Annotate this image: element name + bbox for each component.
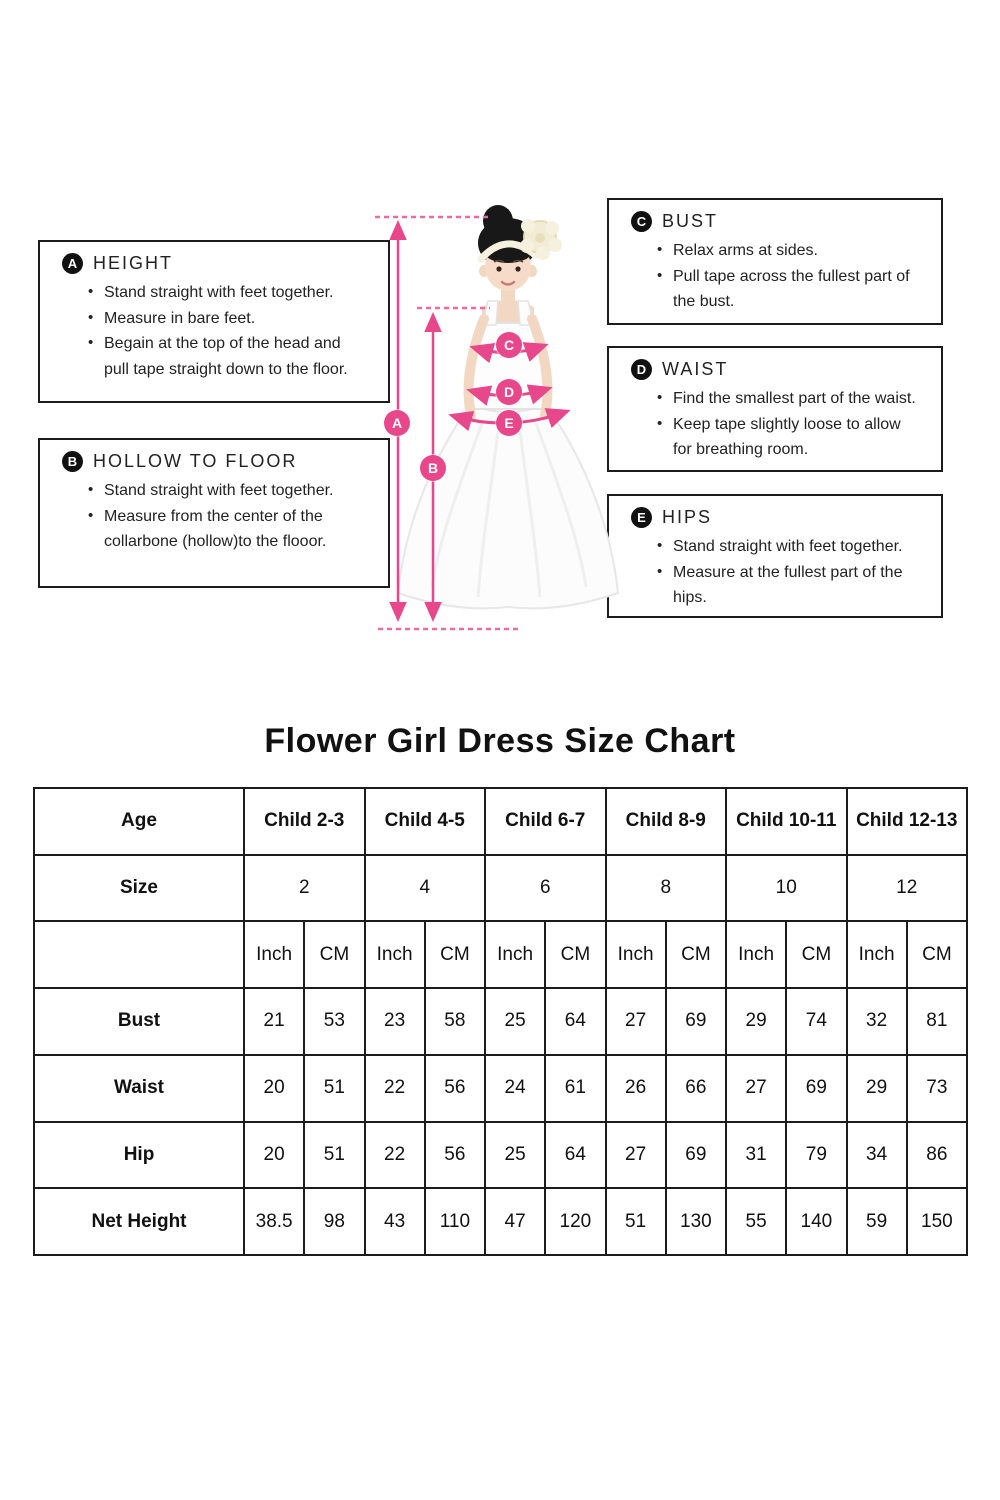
table-cell: CM [666,921,726,988]
table-cell: 23 [365,988,425,1055]
table-cell [34,921,244,988]
table-cell: 59 [847,1188,907,1255]
table-cell: Child 10-11 [726,788,847,855]
table-cell: Inch [365,921,425,988]
table-row [34,788,967,855]
table-cell: CM [425,921,485,988]
instruction-bullet-list [62,280,368,382]
table-cell: 20 [244,1055,304,1122]
measurement-marker-a: A [384,410,410,436]
table-cell: Net Height [34,1188,244,1255]
table-cell: Inch [244,921,304,988]
instruction-title-waist: WAIST [662,359,729,379]
table-row [34,1188,967,1255]
table-cell: 64 [545,988,605,1055]
table-cell: 24 [485,1055,545,1122]
table-cell: 69 [666,1122,726,1189]
table-cell: Age [34,788,244,855]
table-cell: Size [34,855,244,922]
instruction-bullet: • Stand straight with feet together. [86,280,368,306]
instruction-box-header [62,451,368,472]
table-cell: 22 [365,1122,425,1189]
table-cell: 51 [606,1188,666,1255]
letter-badge-a: A [62,253,83,274]
instruction-bullet: • Measure in bare feet. [86,306,368,332]
table-row [34,921,967,988]
table-cell: Waist [34,1055,244,1122]
table-cell: 29 [726,988,786,1055]
table-cell: Child 2-3 [244,788,365,855]
instruction-box-hollow-to-floor [38,438,390,588]
table-row [34,855,967,922]
table-cell: 27 [726,1055,786,1122]
letter-badge-d: D [631,359,652,380]
letter-badge-e: E [631,507,652,528]
instruction-box-waist [607,346,943,472]
table-cell: 2 [244,855,365,922]
instruction-bullet-list [631,238,921,315]
instruction-box-header [631,507,921,528]
table-row [34,1055,967,1122]
instruction-bullet: • Keep tape slightly loose to allow for breathing room. [655,412,921,463]
table-cell: 22 [365,1055,425,1122]
table-cell: Child 8-9 [606,788,727,855]
girl-body [398,205,618,608]
measurement-marker-b: B [420,455,446,481]
table-cell: 110 [425,1188,485,1255]
table-cell: 150 [907,1188,967,1255]
table-cell: 25 [485,1122,545,1189]
table-cell: 69 [786,1055,846,1122]
instruction-title-hips: HIPS [662,507,713,527]
table-cell: 10 [726,855,847,922]
table-cell: 58 [425,988,485,1055]
table-cell: 98 [304,1188,364,1255]
instruction-box-header [631,211,921,232]
instruction-bullet: • Relax arms at sides. [655,238,921,264]
table-cell: 8 [606,855,727,922]
table-cell: Child 4-5 [365,788,486,855]
table-cell: 140 [786,1188,846,1255]
instruction-box-header [62,253,368,274]
page-title: Flower Girl Dress Size Chart [264,722,736,760]
instruction-title-bust: BUST [662,211,719,231]
table-cell: Child 6-7 [485,788,606,855]
table-cell: 79 [786,1122,846,1189]
measurement-marker-c: C [496,332,522,358]
table-cell: Bust [34,988,244,1055]
table-cell: 27 [606,988,666,1055]
instruction-bullet: • Measure from the center of the collarbone (hollow)to the flooor. [86,504,368,555]
table-cell: 64 [545,1122,605,1189]
table-cell: 51 [304,1122,364,1189]
table-cell: CM [545,921,605,988]
instruction-box-height [38,240,390,403]
instruction-bullet: • Measure at the fullest part of the hips. [655,560,921,611]
table-cell: 27 [606,1122,666,1189]
table-cell: 25 [485,988,545,1055]
table-cell: 32 [847,988,907,1055]
table-cell: 81 [907,988,967,1055]
table-cell: 38.5 [244,1188,304,1255]
table-cell: 73 [907,1055,967,1122]
table-cell: Hip [34,1122,244,1189]
table-cell: Inch [485,921,545,988]
instruction-bullet: • Stand straight with feet together. [655,534,921,560]
table-cell: 4 [365,855,486,922]
table-cell: 120 [545,1188,605,1255]
table-cell: 43 [365,1188,425,1255]
table-cell: 74 [786,988,846,1055]
table-cell: Inch [606,921,666,988]
table-cell: 55 [726,1188,786,1255]
instruction-box-header [631,359,921,380]
instruction-title-hollow-to-floor: HOLLOW TO FLOOR [93,451,298,471]
instruction-title-height: HEIGHT [93,253,174,273]
instruction-bullet: • Find the smallest part of the waist. [655,386,921,412]
instruction-bullet-list [631,534,921,611]
table-cell: Inch [847,921,907,988]
table-cell: 69 [666,988,726,1055]
size-chart-table [33,787,968,1256]
letter-badge-c: C [631,211,652,232]
table-cell: CM [907,921,967,988]
table-cell: 66 [666,1055,726,1122]
table-cell: 61 [545,1055,605,1122]
table-cell: 51 [304,1055,364,1122]
instruction-bullet: • Begain at the top of the head and pull tape straight down to the floor. [86,331,368,382]
girl-measurement-figure [360,195,650,665]
instruction-bullet: • Stand straight with feet together. [86,478,368,504]
table-cell: 56 [425,1122,485,1189]
measurement-marker-d: D [496,379,522,405]
table-cell: Child 12-13 [847,788,968,855]
letter-badge-b: B [62,451,83,472]
instruction-box-bust [607,198,943,325]
measurement-marker-e: E [496,410,522,436]
table-cell: 56 [425,1055,485,1122]
table-row [34,988,967,1055]
table-cell: CM [786,921,846,988]
table-cell: 130 [666,1188,726,1255]
table-cell: 20 [244,1122,304,1189]
table-cell: 53 [304,988,364,1055]
size-table-body [34,788,967,1255]
table-cell: 31 [726,1122,786,1189]
instruction-bullet: • Pull tape across the fullest part of the bust. [655,264,921,315]
table-cell: 47 [485,1188,545,1255]
table-cell: Inch [726,921,786,988]
table-cell: 29 [847,1055,907,1122]
table-cell: 86 [907,1122,967,1189]
instruction-box-hips [607,494,943,618]
table-cell: 6 [485,855,606,922]
instruction-bullet-list [62,478,368,555]
table-cell: CM [304,921,364,988]
table-cell: 26 [606,1055,666,1122]
table-cell: 12 [847,855,968,922]
table-cell: 34 [847,1122,907,1189]
table-row [34,1122,967,1189]
instruction-bullet-list [631,386,921,463]
table-cell: 21 [244,988,304,1055]
